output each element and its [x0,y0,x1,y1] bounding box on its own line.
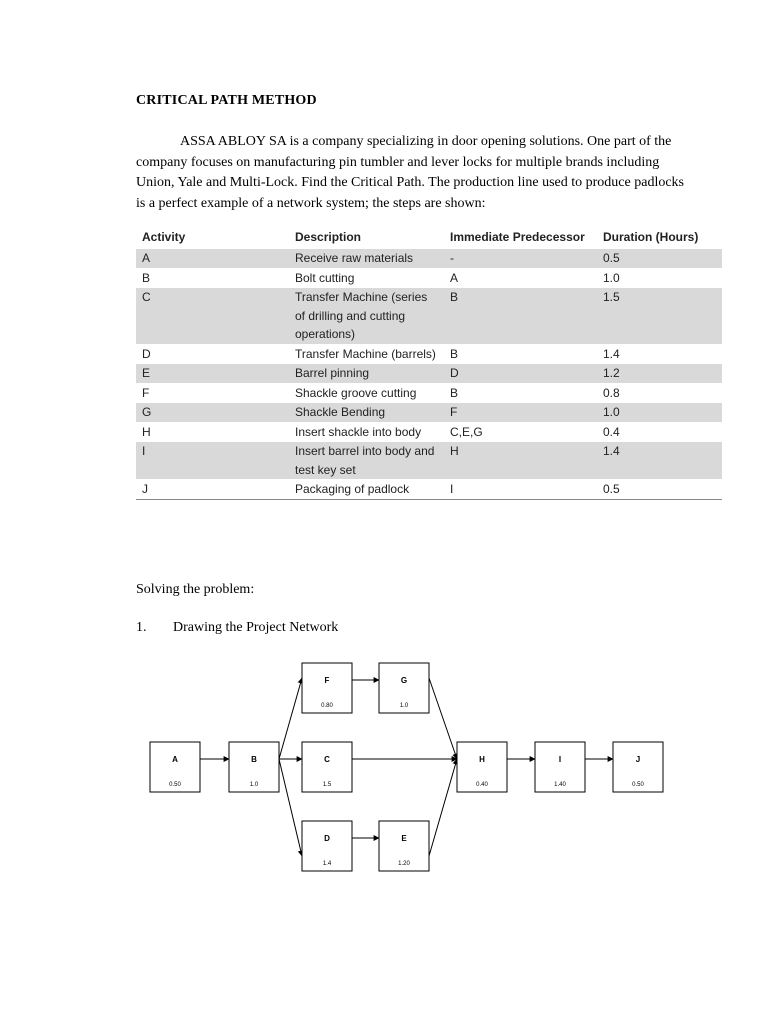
cell-activity: E [136,364,289,384]
header-description: Description [295,230,362,244]
cell-duration: 1.4 [597,442,722,480]
cell-predecessor: C,E,G [444,422,597,442]
node-label: F [324,676,330,685]
cell-predecessor: B [444,288,597,345]
cell-description: Receive raw materials [289,249,444,269]
node-g [379,663,429,713]
node-duration: 0.40 [476,782,488,788]
cell-description: Shackle groove cutting [289,383,444,403]
cell-predecessor: - [444,249,597,269]
cell-duration: 1.2 [597,364,722,384]
cell-activity: F [136,383,289,403]
table-row [136,480,722,500]
node-c [302,742,352,792]
node-duration: 1.0 [249,782,259,788]
project-network-diagram [0,640,768,890]
node-label: I [558,755,562,764]
step-1-heading [136,620,338,636]
cell-predecessor: B [444,344,597,364]
table-row [136,364,722,384]
cell-predecessor: A [444,268,597,288]
node-label: A [172,755,178,764]
node-i [535,742,585,792]
node-label: C [324,755,330,764]
node-duration: 0.80 [321,703,333,709]
table-header-row [136,226,722,249]
table-row [136,422,722,442]
cell-description: Insert barrel into body and test key set [289,442,444,480]
cell-activity: C [136,288,289,345]
table-row [136,268,722,288]
cell-activity: H [136,422,289,442]
node-duration: 1.4 [322,861,332,867]
cell-description: Packaging of padlock [289,480,444,500]
table-row [136,383,722,403]
node-b [229,742,279,792]
table-row [136,288,722,345]
cell-activity: A [136,249,289,269]
network-nodes [150,663,663,871]
node-duration: 1.5 [322,782,332,788]
step-text: Drawing the Project Network [173,620,339,635]
node-e [379,821,429,871]
cell-duration: 1.4 [597,344,722,364]
cell-duration: 1.0 [597,403,722,423]
node-f [302,663,352,713]
node-d [302,821,352,871]
cell-activity: J [136,480,289,500]
cell-predecessor: I [444,480,597,500]
edge-g-h [429,678,457,759]
cell-description: Barrel pinning [289,364,444,384]
node-label: E [401,834,407,843]
solving-label: Solving the problem: [136,582,255,597]
node-h [457,742,507,792]
table-row [136,344,722,364]
node-j [613,742,663,792]
node-duration: 0.50 [169,782,181,788]
node-label: G [400,676,408,685]
cell-activity: B [136,268,289,288]
table-row [136,403,722,423]
document-title: CRITICAL PATH METHOD [136,93,317,108]
edge-e-h [429,759,457,856]
node-label: H [479,755,485,764]
cell-activity: I [136,442,289,480]
node-label: B [251,755,257,764]
cell-predecessor: B [444,383,597,403]
cell-predecessor: H [444,442,597,480]
header-duration: Duration (Hours) [603,230,699,244]
table-row [136,442,722,480]
header-predecessor: Immediate Predecessor [450,230,585,244]
cell-duration: 0.4 [597,422,722,442]
node-label: D [324,834,330,843]
edge-b-d [279,759,302,856]
node-label: J [635,755,641,764]
cell-description: Insert shackle into body [289,422,444,442]
node-a [150,742,200,792]
header-activity: Activity [142,230,186,244]
cell-predecessor: F [444,403,597,423]
cell-activity: D [136,344,289,364]
step-number: 1. [136,620,147,635]
cell-activity: G [136,403,289,423]
intro-paragraph: ASSA ABLOY SA is a company specializing in door opening solutions. One part of the company focuses on manufacturing pin tumbler and lever locks for multiple brands including Union, Yale and Multi-Lock. Find the Critical Path. The production line used to produce padlocks is a perfect example of a network system; the steps are shown: [136,134,684,211]
cell-predecessor: D [444,364,597,384]
node-duration: 1.40 [554,782,566,788]
activity-table [136,226,722,500]
cell-duration: 1.0 [597,268,722,288]
edge-b-f [279,678,302,759]
cell-duration: 0.5 [597,249,722,269]
cell-duration: 1.5 [597,288,722,345]
cell-description: Transfer Machine (series of drilling and cutting operations) [289,288,444,345]
cell-duration: 0.8 [597,383,722,403]
table-row [136,249,722,269]
cell-description: Transfer Machine (barrels) [289,344,444,364]
node-duration: 1.0 [399,703,409,709]
cell-description: Bolt cutting [289,268,444,288]
cell-description: Shackle Bending [289,403,444,423]
node-duration: 0.50 [632,782,644,788]
node-duration: 1.20 [398,861,410,867]
cell-duration: 0.5 [597,480,722,500]
